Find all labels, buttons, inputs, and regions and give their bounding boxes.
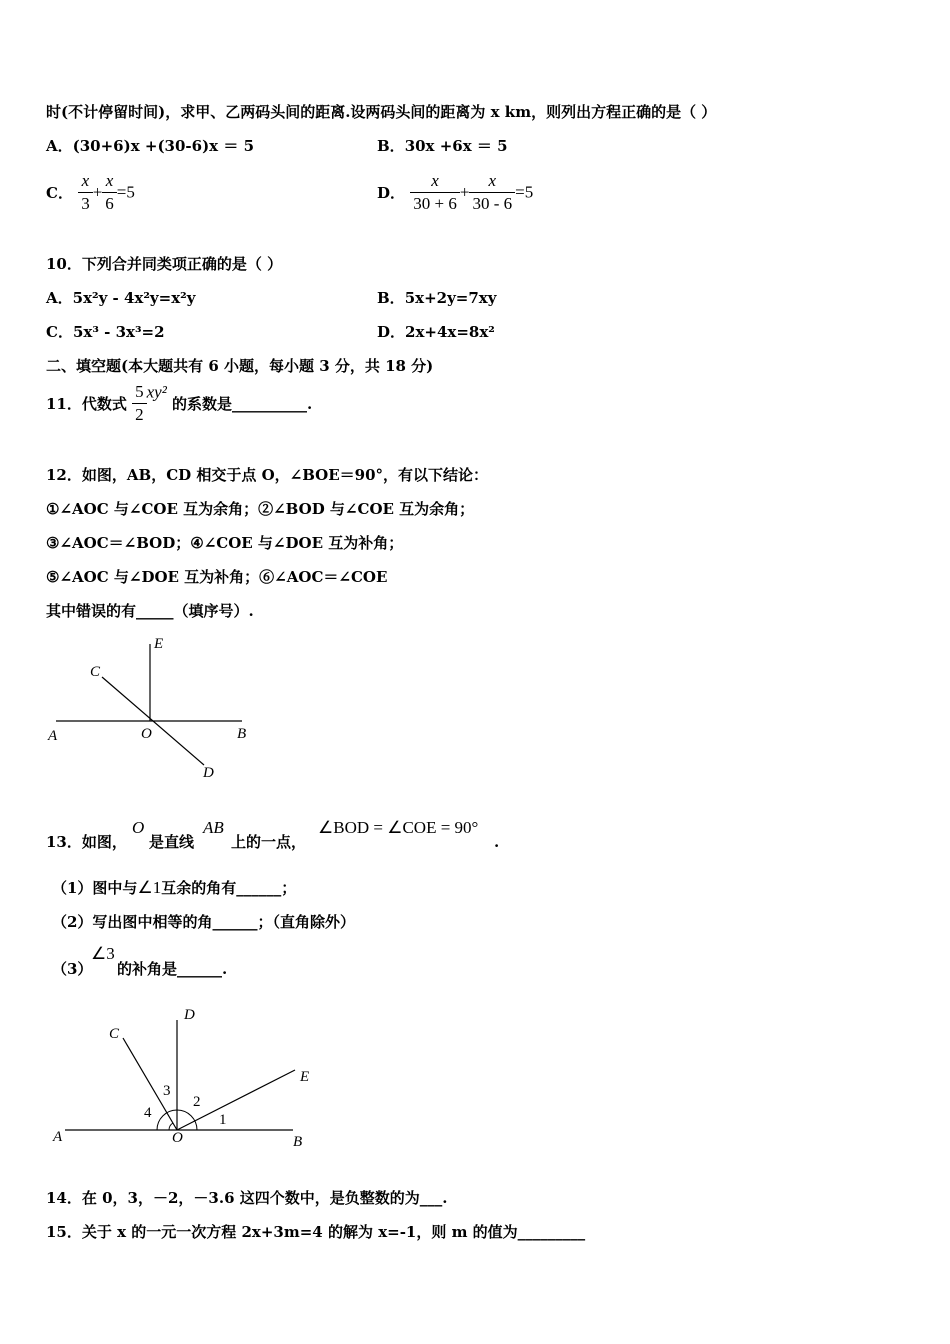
- q12-statement-line-1: ①∠AOC 与∠COE 互为余角；②∠BOD 与∠COE 互为余角；: [46, 500, 475, 518]
- q10-stem: 10．下列合并同类项正确的是（ ）: [46, 255, 283, 273]
- q13-angle-arc-small: [169, 1123, 173, 1130]
- q12-statement-line-2: ③∠AOC＝∠BOD；④∠COE 与∠DOE 互为补角；: [46, 534, 404, 552]
- q13-angle-4: 4: [144, 1105, 152, 1121]
- q11-prefix: 11．代数式: [46, 395, 127, 413]
- q9-d-den1: 30 + 6: [413, 194, 457, 213]
- q13-line-ab: AB: [203, 818, 224, 837]
- q13-label-a: A: [53, 1129, 63, 1145]
- q9-d-num2: x: [469, 170, 515, 193]
- q13-label-o: O: [172, 1130, 183, 1146]
- q9-option-b: [377, 136, 508, 156]
- q10-option-c-label: C．: [46, 323, 73, 341]
- q9-option-d: [377, 170, 533, 215]
- q13-sub3-post: 的补角是______.: [117, 960, 228, 978]
- q10-option-a: [46, 288, 195, 308]
- q11-den: 2: [135, 405, 144, 424]
- q13-sub1-post: 互余的角有______；: [161, 879, 297, 897]
- q9-d-rhs: =5: [515, 182, 534, 202]
- q12-statement-line-3: ⑤∠AOC 与∠DOE 互为补角；⑥∠AOC＝∠COE: [46, 568, 388, 586]
- q9-d-plus: +: [459, 182, 470, 202]
- q9-option-c: [46, 170, 135, 215]
- q11-suffix: 的系数是__________.: [172, 395, 313, 413]
- q13-angle-2: 2: [193, 1094, 201, 1110]
- q10-option-d-text: 2x+4x=8x²: [405, 323, 495, 341]
- q13-label-b: B: [293, 1134, 303, 1150]
- q10-option-a-text: 5x²y - 4x²y=x²y: [72, 289, 196, 307]
- q9-option-a-text: (30+6)x +(30-6)x ＝ 5: [72, 137, 255, 155]
- q9-option-d-label: D．: [377, 184, 406, 202]
- q14: 14．在 0，3，－2，－3.6 这四个数中，是负整数的为___.: [46, 1189, 448, 1207]
- q9-option-a: [46, 136, 254, 156]
- q9-c-den2: 6: [105, 194, 114, 213]
- q10-option-a-label: A．: [46, 289, 73, 307]
- q12-label-b: B: [237, 726, 247, 742]
- q9-c-fraction-2: [102, 170, 117, 215]
- q9-option-b-text: 30x +6x ＝ 5: [404, 137, 508, 155]
- q13-condition: ∠BOD = ∠COE = 90°: [318, 818, 479, 837]
- q13-label-d: D: [184, 1007, 195, 1023]
- q9-stem: 时(不计停留时间)，求甲、乙两码头间的距离.设两码头间的距离为 x km，则列出方程正确的是（ ）: [46, 103, 717, 121]
- q10-option-c: [46, 322, 165, 342]
- q12-label-c: C: [90, 664, 101, 680]
- q11-fraction: [132, 381, 147, 426]
- q13-mid1: 是直线: [149, 833, 195, 851]
- q13-sub1-pre: （1）图中与: [52, 879, 138, 897]
- q12-figure: [40, 630, 270, 785]
- q9-option-a-label: A．: [46, 137, 73, 155]
- q13-sub1: [52, 878, 296, 898]
- q9-c-den1: 3: [81, 194, 90, 213]
- q11-var: xy²: [146, 382, 167, 402]
- q9-d-num1: x: [410, 170, 460, 193]
- q13-point-o: O: [132, 818, 145, 837]
- q10-option-b-text: 5x+2y=7xy: [404, 289, 497, 307]
- q10-option-b-label: B．: [377, 289, 405, 307]
- q9-c-rhs: =5: [116, 182, 135, 202]
- q9-option-c-label: C．: [46, 184, 73, 202]
- q9-option-b-label: B．: [377, 137, 405, 155]
- q13-sub3-angle: ∠3: [91, 944, 115, 963]
- q12-label-e: E: [154, 636, 164, 652]
- q15: 15．关于 x 的一元一次方程 2x+3m=4 的解为 x=-1，则 m 的值为_________: [46, 1223, 586, 1241]
- q13-figure: [45, 1000, 345, 1155]
- q13-sub1-angle: ∠1: [137, 878, 162, 897]
- q13-prefix: 13．如图，: [46, 833, 127, 851]
- q13-sub3-pre: （3）: [52, 960, 93, 978]
- q9-c-num2: x: [102, 170, 117, 193]
- q12-label-d: D: [203, 765, 214, 781]
- q13-end: .: [494, 833, 500, 851]
- q13-label-c: C: [109, 1026, 120, 1042]
- section-2-title: 二、填空题(本大题共有 6 小题，每小题 3 分，共 18 分): [46, 357, 434, 375]
- q13-angle-3: 3: [163, 1083, 171, 1099]
- q9-d-fraction-1: [410, 170, 460, 215]
- q13-label-e: E: [300, 1069, 310, 1085]
- q11-num: 5: [132, 381, 147, 404]
- q9-c-plus: +: [92, 182, 103, 202]
- q10-option-b: [377, 288, 496, 308]
- q9-c-fraction-1: [78, 170, 93, 215]
- q9-c-num1: x: [78, 170, 93, 193]
- q13-angle-1: 1: [219, 1112, 227, 1128]
- q13-sub2: （2）写出图中相等的角______；（直角除外）: [52, 913, 355, 931]
- q12-stem: 12．如图，AB，CD 相交于点 O，∠BOE＝90°，有以下结论：: [46, 466, 489, 484]
- q11: [46, 381, 312, 426]
- q12-label-a: A: [48, 728, 58, 744]
- q12-label-o: O: [141, 726, 152, 742]
- q12-question: 其中错误的有_____（填序号）.: [46, 602, 254, 620]
- q10-option-d-label: D．: [377, 323, 406, 341]
- q9-d-den2: 30 - 6: [472, 194, 513, 213]
- q10-option-c-text: 5x³ - 3x³=2: [72, 323, 165, 341]
- q10-option-d: [377, 322, 495, 342]
- q13-mid2: 上的一点，: [231, 833, 307, 851]
- q9-d-fraction-2: [469, 170, 515, 215]
